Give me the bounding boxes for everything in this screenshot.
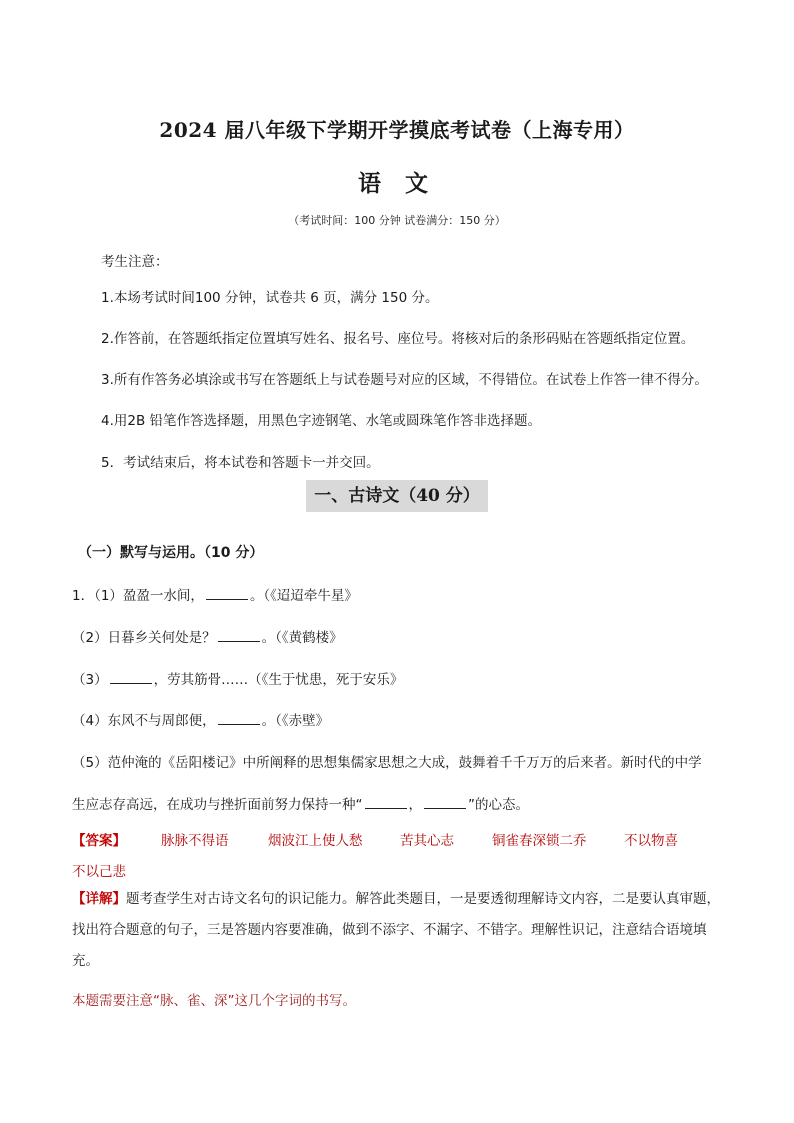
subject-title: 语 文 bbox=[357, 170, 436, 197]
exam-title: 2024 届八年级下学期开学摸底考试卷（上海专用） bbox=[159, 118, 635, 142]
notice-item: 1.本场考试时间100 分钟，试卷共 6 页，满分 150 分。 bbox=[101, 290, 439, 306]
notice-item: 4.用2B 铅笔作答选择题，用黑色字迹钢笔、水笔或圆珠笔作答非选择题。 bbox=[101, 413, 542, 429]
answer-blank bbox=[424, 796, 466, 809]
question-1-5-line1: （5）范仲淹的《岳阳楼记》中所阐释的思想集儒家思想之大成，鼓舞着千千万万的后来者。新时代的中学 bbox=[72, 755, 702, 771]
answer-blank bbox=[365, 796, 407, 809]
detail-tag: 【详解】 bbox=[72, 891, 126, 907]
answer-blank bbox=[110, 671, 152, 684]
question-text: （2）日暮乡关何处是？ bbox=[72, 630, 216, 646]
exam-info: （考试时间：100 分钟 试卷满分：150 分） bbox=[288, 214, 506, 227]
question-1-4 bbox=[72, 709, 329, 729]
notice-item: 2.作答前，在答题纸指定位置填写姓名、报名号、座位号。将核对后的条形码贴在答题纸指定位置。 bbox=[101, 331, 695, 347]
notice-heading: 考生注意： bbox=[101, 254, 169, 270]
question-1-1 bbox=[72, 584, 358, 604]
detail-text: 题考查学生对古诗文名句的识记能力。解答此类题目，一是要透彻理解诗文内容，二是要认真审题，找出符合题意的句子，三是答题内容要准确，做到不添字、不漏字、不错字。理解性识记，注意结合语境填充。 bbox=[72, 891, 720, 969]
question-text: （3） bbox=[72, 672, 108, 688]
answer-tag: 【答案】 bbox=[72, 833, 126, 849]
answer-item: 苦其心志 bbox=[400, 833, 454, 849]
question-source: 。（《赤壁》 bbox=[261, 713, 330, 729]
question-source: 。（《迢迢牵牛星》 bbox=[249, 588, 358, 604]
detail-paragraph bbox=[72, 884, 732, 977]
question-text: ”的心态。 bbox=[468, 797, 529, 813]
detail-note: 本题需要注意“脉、雀、深”这几个字词的书写。 bbox=[72, 993, 356, 1009]
question-text: 1．（1）盈盈一水间， bbox=[72, 588, 204, 604]
answer-item: 不以物喜 bbox=[624, 833, 678, 849]
answer-blank bbox=[218, 629, 260, 642]
question-text: ， bbox=[408, 797, 422, 813]
part-heading: （一）默写与运用。（10 分） bbox=[78, 545, 264, 561]
notice-item: 5．考试结束后，将本试卷和答题卡一并交回。 bbox=[101, 455, 380, 471]
answer-item: 铜雀春深锁二乔 bbox=[492, 833, 587, 849]
question-text: （4）东风不与周郎便， bbox=[72, 713, 216, 729]
question-text: 生应志存高远，在成功与挫折面前努力保持一种“ bbox=[72, 797, 363, 813]
answer-item-continued: 不以己悲 bbox=[72, 864, 126, 880]
question-1-5-line2 bbox=[72, 793, 529, 813]
question-1-3 bbox=[72, 668, 403, 688]
question-1-2 bbox=[72, 626, 343, 646]
answer-item: 烟波江上使人愁 bbox=[268, 833, 363, 849]
notice-item: 3.所有作答务必填涂或书写在答题纸上与试卷题号对应的区域，不得错位。在试卷上作答一律不得分。 bbox=[101, 372, 708, 388]
answer-item: 脉脉不得语 bbox=[161, 833, 229, 849]
answer-blank bbox=[218, 712, 260, 725]
question-source: 。（《黄鹤楼》 bbox=[261, 630, 343, 646]
section-heading: 一、古诗文（40 分） bbox=[306, 480, 488, 512]
question-source: ，劳其筋骨……（《生于忧患，死于安乐》 bbox=[153, 672, 404, 688]
answer-blank bbox=[206, 587, 248, 600]
